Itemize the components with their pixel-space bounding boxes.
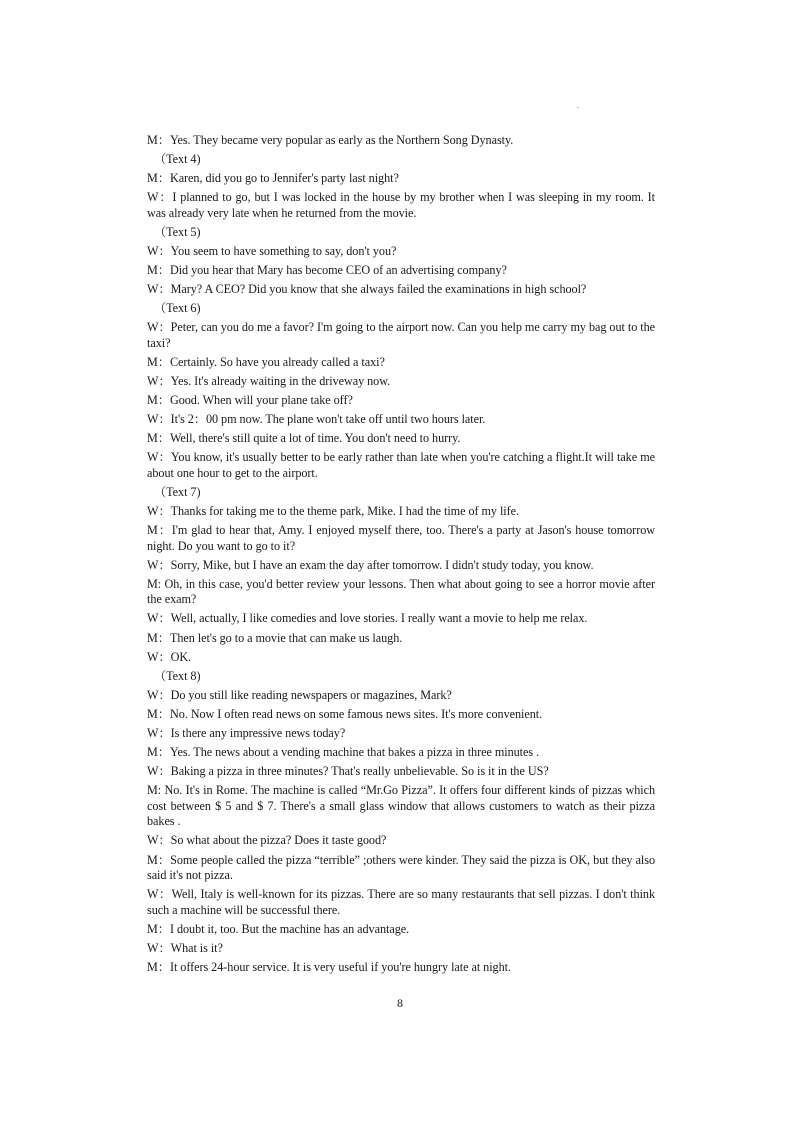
scan-speck <box>577 107 579 108</box>
speaker-separator: ： <box>157 393 170 408</box>
speaker-label: M <box>147 354 158 369</box>
utterance-text: It offers 24-hour service. It is very useful if you're hungry late at night. <box>169 959 511 974</box>
dialogue-line <box>147 577 655 608</box>
speaker-separator: ： <box>157 171 170 186</box>
speaker-label: W <box>147 412 159 427</box>
dialogue-line <box>147 355 655 371</box>
utterance-text: I'm glad to hear that, Amy. I enjoyed myself there, too. There's a party at Jason's house tomorrow night. Do you want to go to it? <box>147 523 655 553</box>
speaker-label: W <box>147 557 159 572</box>
speaker-separator: ： <box>157 354 170 369</box>
speaker-separator: ： <box>158 611 171 626</box>
speaker-separator: ： <box>158 450 171 465</box>
utterance-text: Some people called the pizza “terrible” ;others were kinder. They said the pizza is OK, but they also said it's not pizza. <box>147 852 656 882</box>
utterance-text: Well, Italy is well-known for its pizzas. There are so many restaurants that sell pizzas. I don't think such a machine will be successful there. <box>147 887 655 917</box>
dialogue-line <box>147 922 655 938</box>
utterance-text: Karen, did you go to Jennifer's party last night? <box>169 171 399 186</box>
speaker-separator: ： <box>158 649 171 664</box>
speaker-separator: ： <box>158 833 171 848</box>
dialogue-line <box>147 504 655 520</box>
speaker-separator: ： <box>158 504 171 519</box>
dialogue-line <box>147 941 655 957</box>
section-heading: （Text 8) <box>154 668 201 683</box>
speaker-label: W <box>147 833 159 848</box>
dialogue-line <box>147 707 655 723</box>
speaker-separator: ： <box>158 940 171 955</box>
dialogue-line <box>147 171 655 187</box>
speaker-label: M <box>147 576 158 591</box>
page-number: 8 <box>397 996 403 1010</box>
utterance-text: Good. When will your plane take off? <box>169 393 353 408</box>
speaker-separator: : <box>157 576 165 591</box>
utterance-text: Yes. The news about a vending machine that bakes a pizza in three minutes . <box>169 745 540 760</box>
speaker-label: M <box>147 431 158 446</box>
utterance-text: You seem to have something to say, don't you? <box>170 243 397 258</box>
dialogue-line <box>147 887 655 918</box>
utterance-text: Is there any impressive news today? <box>170 726 346 741</box>
utterance-text: Yes. It's already waiting in the driveway now. <box>170 374 391 389</box>
dialogue-line <box>147 960 655 976</box>
speaker-separator: ： <box>157 133 170 147</box>
speaker-label: W <box>147 243 159 258</box>
utterance-text: Baking a pizza in three minutes? That's really unbelievable. So is it in the US? <box>170 764 549 779</box>
speaker-label: W <box>147 504 159 519</box>
speaker-label: W <box>147 764 159 779</box>
dialogue-line <box>147 523 655 554</box>
utterance-text: Well, there's still quite a lot of time. You don't need to hurry. <box>169 431 461 446</box>
dialogue-line <box>147 393 655 409</box>
speaker-separator: : <box>157 783 165 798</box>
speaker-separator: ： <box>158 557 171 572</box>
utterance-text: No. Now I often read news on some famous news sites. It's more convenient. <box>169 706 543 721</box>
utterance-text: Peter, can you do me a favor? I'm going to the airport now. Can you help me carry my bag out to the taxi? <box>147 320 655 350</box>
utterance-text: Did you hear that Mary has become CEO of an advertising company? <box>169 263 507 278</box>
speaker-separator: ： <box>158 887 172 902</box>
speaker-separator: ： <box>157 431 170 446</box>
speaker-label: W <box>147 649 159 664</box>
speaker-label: M <box>147 133 158 147</box>
dialogue-line <box>147 263 655 279</box>
dialogue-line <box>147 764 655 780</box>
utterance-text: Sorry, Mike, but I have an exam the day after tomorrow. I didn't study today, you know. <box>170 557 594 572</box>
speaker-separator: ： <box>157 630 170 645</box>
dialogue-line <box>147 282 655 298</box>
speaker-separator: ： <box>158 726 171 741</box>
speaker-label: W <box>147 687 159 702</box>
speaker-label: M <box>147 783 158 798</box>
dialogue-line <box>147 853 655 884</box>
utterance-text: You know, it's usually better to be early rather than late when you're catching a flight.It will take me about one hour to get to the airport. <box>147 450 655 480</box>
utterance-text: Yes. They became very popular as early as the Northern Song Dynasty. <box>169 133 514 147</box>
speaker-label: M <box>147 393 158 408</box>
utterance-text: Then let's go to a movie that can make us laugh. <box>169 630 403 645</box>
speaker-label: W <box>147 282 159 297</box>
speaker-label: W <box>147 320 159 335</box>
utterance-text: Certainly. So have you already called a taxi? <box>169 354 385 369</box>
speaker-label: M <box>147 921 158 936</box>
speaker-label: M <box>147 959 158 974</box>
speaker-label: W <box>147 374 159 389</box>
dialogue-line <box>147 190 655 221</box>
dialogue-line <box>147 631 655 647</box>
utterance-text: Oh, in this case, you'd better review your lessons. Then what about going to see a horror movie after the exam? <box>147 576 655 607</box>
utterance-text: I planned to go, but I was locked in the house by my brother when I was sleeping in my room. It was already very late when he returned from the movie. <box>147 190 656 220</box>
speaker-separator: ： <box>158 412 171 427</box>
speaker-separator: ： <box>158 320 171 335</box>
dialogue-line <box>147 783 655 830</box>
utterance-text: What is it? <box>170 940 223 955</box>
utterance-text: I doubt it, too. But the machine has an advantage. <box>169 921 410 936</box>
dialogue-line <box>147 320 655 351</box>
speaker-separator: ： <box>157 523 172 538</box>
dialogue-line <box>147 431 655 447</box>
speaker-label: W <box>147 887 159 902</box>
dialogue-line <box>147 558 655 574</box>
dialogue-line <box>147 726 655 742</box>
speaker-label: M <box>147 263 158 278</box>
dialogue-line <box>147 611 655 627</box>
speaker-separator: ： <box>158 190 173 205</box>
speaker-separator: ： <box>157 852 171 867</box>
speaker-separator: ： <box>158 374 171 389</box>
speaker-label: M <box>147 523 158 538</box>
dialogue-line <box>147 133 655 149</box>
section-heading: （Text 5) <box>154 224 201 239</box>
speaker-separator: ： <box>158 243 171 258</box>
utterance-text: Do you still like reading newspapers or magazines, Mark? <box>170 687 452 702</box>
dialogue-line <box>147 244 655 260</box>
utterance-text: Well, actually, I like comedies and love stories. I really want a movie to help me relax. <box>170 611 588 626</box>
utterance-text: No. It's in Rome. The machine is called “Mr.Go Pizza”. It offers four different kinds of pizzas which cost between $ 5 and $ 7. There's a small glass window that allows customers to watch as their pizza bakes . <box>147 783 655 829</box>
speaker-separator: ： <box>158 764 171 779</box>
speaker-label: M <box>147 706 158 721</box>
speaker-separator: ： <box>158 687 171 702</box>
dialogue-line <box>147 688 655 704</box>
speaker-separator: ： <box>157 959 170 974</box>
section-heading: （Text 4) <box>154 152 201 167</box>
speaker-label: M <box>147 852 158 867</box>
speaker-label: W <box>147 450 159 465</box>
dialogue-line <box>147 374 655 390</box>
utterance-text: So what about the pizza? Does it taste good? <box>170 833 387 848</box>
utterance-text: Thanks for taking me to the theme park, Mike. I had the time of my life. <box>170 504 519 519</box>
dialogue-line <box>147 412 655 428</box>
speaker-separator: ： <box>157 745 170 760</box>
speaker-separator: ： <box>157 921 170 936</box>
utterance-text: OK. <box>170 649 192 664</box>
dialogue-line <box>147 833 655 849</box>
dialogue-line <box>147 650 655 666</box>
dialogue-line <box>147 745 655 761</box>
speaker-separator: ： <box>158 282 171 297</box>
speaker-label: W <box>147 190 159 205</box>
section-heading: （Text 6) <box>154 301 201 316</box>
section-heading: （Text 7) <box>154 485 201 499</box>
speaker-label: W <box>147 940 159 955</box>
speaker-label: M <box>147 630 158 645</box>
dialogue-line <box>147 450 655 481</box>
speaker-label: M <box>147 745 158 760</box>
speaker-label: M <box>147 171 158 186</box>
utterance-text: It's 2：00 pm now. The plane won't take off until two hours later. <box>170 412 486 427</box>
utterance-text: Mary? A CEO? Did you know that she always failed the examinations in high school? <box>170 282 587 297</box>
speaker-separator: ： <box>157 263 170 278</box>
speaker-separator: ： <box>157 706 170 721</box>
transcript-body <box>147 133 655 979</box>
speaker-label: W <box>147 611 159 626</box>
speaker-label: W <box>147 726 159 741</box>
